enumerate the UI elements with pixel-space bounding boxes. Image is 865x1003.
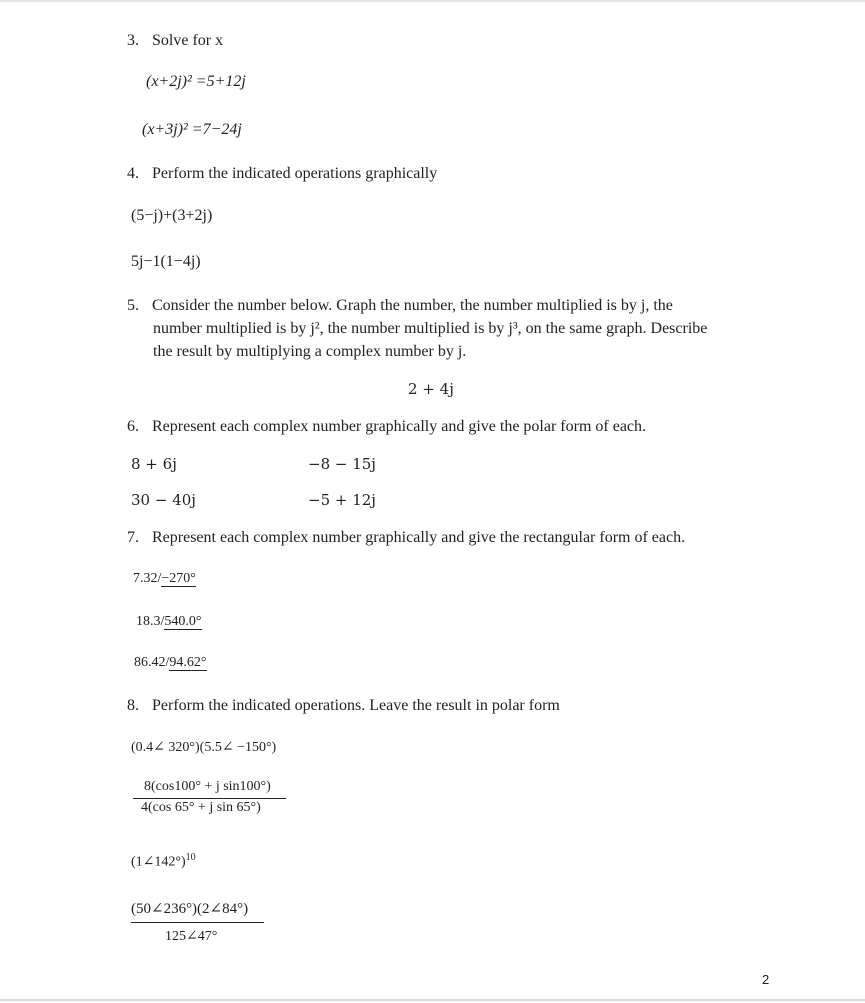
polar-item-2 [136, 614, 202, 630]
complex-item-3: 30 − 40j [131, 491, 196, 509]
magnitude: 7.32/ [133, 571, 162, 586]
problem-prompt: Perform the indicated operations graphically [152, 165, 438, 182]
fraction-numerator-2: (50∠236°)(2∠84°) [131, 901, 249, 917]
polar-item-1 [133, 571, 196, 587]
magnitude: 86.42/ [134, 655, 170, 670]
problem-number: 6. [127, 418, 139, 435]
fraction-bar [133, 798, 286, 799]
expression-power [131, 852, 196, 871]
complex-number: 2 + 4j [408, 380, 454, 398]
problem-line-3: the result by multiplying a complex number by j. [153, 343, 467, 360]
fraction-denominator-2: 125∠47° [165, 929, 218, 944]
equation-2: (x+3j)² =7−24j [142, 121, 242, 138]
problem-number: 7. [127, 529, 139, 546]
problem-prompt: Represent each complex number graphically and give the polar form of each. [152, 418, 647, 435]
equation-1: (x+2j)² =5+12j [146, 73, 246, 90]
problem-number: 3. [127, 32, 139, 49]
problem-6-heading [127, 418, 646, 436]
fraction-bar-2 [131, 922, 264, 923]
problem-7-heading [127, 529, 685, 547]
fraction-numerator: 8(cos100° + j sin100°) [144, 779, 271, 794]
complex-item-4: −5 + 12j [308, 491, 376, 509]
fraction-denominator: 4(cos 65° + j sin 65°) [141, 800, 261, 815]
expression-2: 5j−1(1−4j) [131, 253, 201, 270]
angle: 94.62° [169, 655, 207, 670]
complex-item-1: 8 + 6j [131, 455, 177, 473]
expression-1: (5−j)+(3+2j) [131, 207, 213, 224]
problem-4-heading [127, 165, 437, 183]
problem-line-1: Consider the number below. Graph the number, the number multiplied is by j, the [152, 297, 673, 314]
power-base: (1∠142°) [131, 854, 186, 870]
expression-polar-product: (0.4∠ 320°)(5.5∠ −150°) [131, 740, 277, 755]
problem-8-heading [127, 697, 560, 715]
problem-number: 4. [127, 165, 139, 182]
top-border [0, 0, 865, 2]
angle: −270° [161, 571, 196, 586]
problem-number: 5. [127, 297, 139, 314]
problem-prompt: Solve for x [152, 32, 224, 49]
power-exponent: 10 [185, 852, 196, 863]
problem-3-heading [127, 32, 223, 50]
problem-number: 8. [127, 697, 139, 714]
problem-line-2: number multiplied is by j², the number multiplied is by j³, on the same graph. Describe [153, 320, 708, 337]
bottom-border [0, 999, 865, 1001]
polar-item-3 [134, 655, 207, 671]
angle: 540.0° [164, 614, 202, 629]
page-number: 2 [762, 972, 770, 987]
complex-item-2: −8 − 15j [308, 455, 376, 473]
problem-5-heading [127, 297, 673, 315]
problem-prompt: Perform the indicated operations. Leave the result in polar form [152, 697, 560, 714]
magnitude: 18.3/ [136, 614, 165, 629]
problem-prompt: Represent each complex number graphically and give the rectangular form of each. [152, 529, 686, 546]
